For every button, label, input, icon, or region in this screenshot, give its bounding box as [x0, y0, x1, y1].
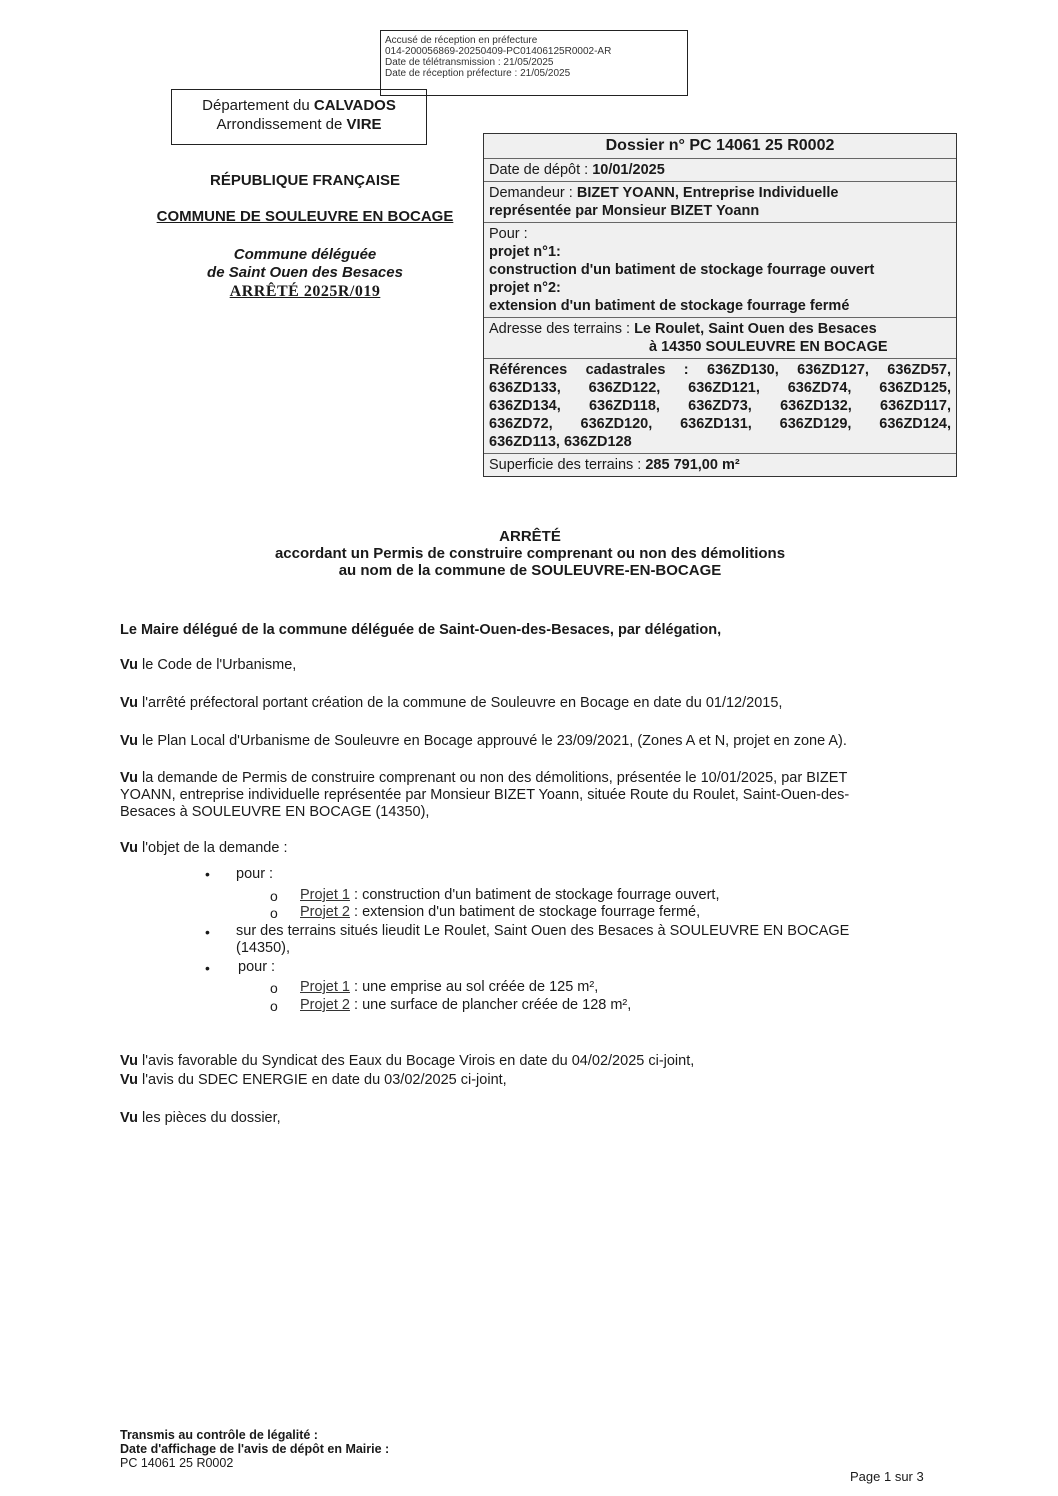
projet2-item [300, 904, 700, 921]
projet1-surface-text: : une emprise au sol créée de 125 m², [349, 979, 599, 995]
projet2-surface-item [300, 997, 631, 1014]
deleguee-line: Commune déléguée [233, 246, 377, 263]
department-box [171, 89, 427, 145]
title-line: ARRÊTÉ [499, 528, 561, 545]
reference-line: 636ZD113, 636ZD128 [489, 434, 632, 450]
vu-keyword: Vu [120, 1110, 138, 1126]
reference-line: 636ZD134, 636ZD118, 636ZD73, 636ZD132, 636ZD117, [489, 398, 951, 414]
vu-text: le Plan Local d'Urbanisme de Souleuvre en Bocage approuvé le 23/09/2021, (Zones A et N, projet en zone A). [138, 733, 847, 749]
arrete-number: ARRÊTÉ 2025R/019 [229, 283, 381, 300]
projet2-value: extension d'un batiment de stockage fourrage fermé [489, 298, 850, 314]
vu-keyword: Vu [120, 733, 138, 749]
projet2-link: Projet 2 [300, 997, 350, 1013]
projet1-text: : construction d'un batiment de stockage fourrage ouvert, [349, 887, 720, 903]
vu-keyword: Vu [120, 770, 138, 786]
superficie-value: 285 791,00 m² [645, 457, 740, 473]
vu-text: le Code de l'Urbanisme, [138, 657, 297, 673]
vu-avis-sdec [120, 1072, 940, 1089]
depot-row [484, 159, 956, 182]
demandeur-representant: représentée par Monsieur BIZET Yoann [489, 203, 760, 219]
footer-affichage: Date d'affichage de l'avis de dépôt en Mairie : [120, 1442, 390, 1456]
title-line: accordant un Permis de construire comprenant ou non des démolitions [274, 545, 786, 562]
arrondissement-line [172, 115, 426, 134]
superficie-row [484, 454, 956, 476]
vu-code-urbanisme [120, 657, 940, 674]
arrondissement-name: VIRE [346, 116, 382, 133]
vu-arrete-prefectoral [120, 695, 940, 712]
footer-dossier-ref: PC 14061 25 R0002 [120, 1456, 234, 1470]
arrete-title [200, 528, 860, 579]
projet1-surface-item [300, 979, 598, 996]
arrondissement-prefix: Arrondissement de [216, 116, 347, 133]
projet1-value: construction d'un batiment de stockage fourrage ouvert [489, 262, 875, 278]
projet2-label: projet n°2: [489, 280, 561, 296]
pour-label: pour : [236, 866, 274, 882]
depot-value: 10/01/2025 [592, 162, 665, 178]
references-row [484, 359, 956, 454]
demandeur-value: BIZET YOANN, Entreprise Individuelle [576, 185, 839, 201]
vu-text: la demande de Permis de construire comprenant ou non des démolitions, présentée le 10/01/2025, par BIZET [138, 770, 848, 786]
footer-controle: Transmis au contrôle de légalité : [120, 1428, 318, 1442]
pour-row [484, 223, 956, 318]
projet1-link: Projet 1 [300, 979, 350, 995]
dossier-box [483, 133, 957, 477]
title-line: au nom de la commune de SOULEUVRE-EN-BOCAGE [338, 562, 722, 579]
stamp-line: 014-200056869-20250409-PC01406125R0002-AR [385, 46, 612, 57]
terrains-text: (14350), [236, 940, 291, 956]
dossier-title: Dossier n° PC 14061 25 R0002 [484, 134, 956, 159]
vu-avis-syndicat [120, 1053, 940, 1070]
bullet-icon: • [205, 866, 210, 882]
vu-keyword: Vu [120, 1053, 138, 1069]
circle-bullet-icon: o [270, 998, 278, 1014]
adresse-commune: à 14350 SOULEUVRE EN BOCAGE [649, 339, 888, 355]
reception-stamp [380, 30, 688, 96]
vu-plu [120, 733, 940, 750]
projet2-surface-text: : une surface de plancher créée de 128 m², [349, 997, 632, 1013]
commune-deleguee [120, 246, 490, 282]
department-line [172, 96, 426, 115]
adresse-value: Le Roulet, Saint Ouen des Besaces [634, 321, 877, 337]
projet2-text: : extension d'un batiment de stockage fourrage fermé, [349, 904, 701, 920]
bullet-icon: • [205, 924, 210, 940]
maire-paragraph: Le Maire délégué de la commune déléguée de Saint-Ouen-des-Besaces, par délégation, [120, 622, 722, 638]
vu-keyword: Vu [120, 1072, 138, 1088]
projet2-link: Projet 2 [300, 904, 350, 920]
vu-pieces [120, 1110, 940, 1127]
reference-line: Références cadastrales : 636ZD130, 636ZD127, 636ZD57, [489, 362, 951, 378]
terrains-text: sur des terrains situés lieudit Le Roulet, Saint Ouen des Besaces à SOULEUVRE EN BOCAGE [236, 923, 850, 939]
vu-text: l'objet de la demande : [138, 840, 288, 856]
department-prefix: Département du [202, 97, 314, 114]
deleguee-line: de Saint Ouen des Besaces [207, 264, 403, 281]
vu-keyword: Vu [120, 840, 138, 856]
vu-demande [120, 770, 940, 821]
projet1-label: projet n°1: [489, 244, 561, 260]
reference-line: 636ZD133, 636ZD122, 636ZD121, 636ZD74, 636ZD125, [489, 380, 951, 396]
vu-text: l'avis du SDEC ENERGIE en date du 03/02/2025 ci-joint, [138, 1072, 507, 1088]
demandeur-label: Demandeur : [489, 185, 577, 201]
pour-label: pour : [238, 959, 276, 975]
circle-bullet-icon: o [270, 980, 278, 996]
vu-keyword: Vu [120, 695, 138, 711]
pour-label: Pour : [489, 226, 528, 242]
projet1-link: Projet 1 [300, 887, 350, 903]
demandeur-row [484, 182, 956, 223]
superficie-label: Superficie des terrains : [489, 457, 646, 473]
reference-line: 636ZD72, 636ZD120, 636ZD131, 636ZD129, 636ZD124, [489, 416, 951, 432]
vu-text-continued: YOANN, entreprise individuelle représentée par Monsieur BIZET Yoann, située Route du Roulet, Saint-Ouen-des- [120, 787, 850, 803]
adresse-label: Adresse des terrains : [489, 321, 635, 337]
bullet-icon: • [205, 960, 210, 976]
vu-objet [120, 840, 940, 857]
stamp-line: Date de réception préfecture : 21/05/2025 [385, 68, 571, 79]
vu-text: les pièces du dossier, [138, 1110, 281, 1126]
circle-bullet-icon: o [270, 888, 278, 904]
terrains-item [236, 923, 936, 957]
footer [120, 1428, 389, 1470]
commune-heading: COMMUNE DE SOULEUVRE EN BOCAGE [156, 208, 454, 225]
stamp-line: Date de télétransmission : 21/05/2025 [385, 57, 554, 68]
vu-text-continued: Besaces à SOULEUVRE EN BOCAGE (14350), [120, 804, 430, 820]
adresse-row [484, 318, 956, 359]
vu-text: l'arrêté préfectoral portant création de la commune de Souleuvre en Bocage en date du 01/12/2015, [138, 695, 783, 711]
circle-bullet-icon: o [270, 905, 278, 921]
vu-text: l'avis favorable du Syndicat des Eaux du Bocage Virois en date du 04/02/2025 ci-joint, [138, 1053, 695, 1069]
depot-label: Date de dépôt : [489, 162, 593, 178]
department-name: CALVADOS [313, 97, 396, 114]
vu-keyword: Vu [120, 657, 138, 673]
page-number: Page 1 sur 3 [850, 1469, 924, 1484]
projet1-item [300, 887, 720, 904]
republique-heading: RÉPUBLIQUE FRANÇAISE [209, 172, 400, 189]
stamp-line: Accusé de réception en préfecture [385, 35, 538, 46]
